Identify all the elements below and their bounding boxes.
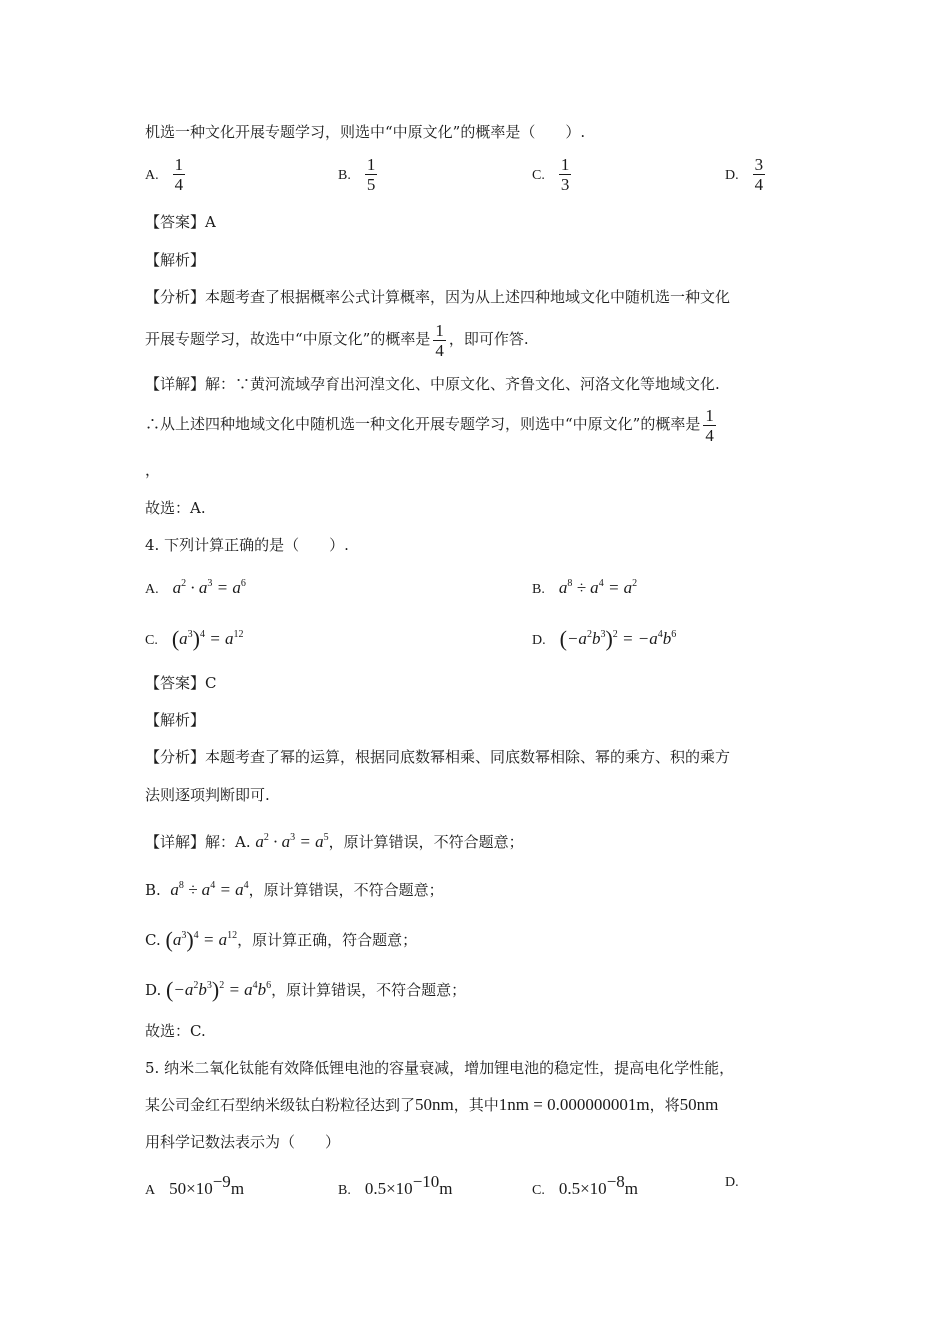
formula: $a^8 \div a^4 = a^2$ bbox=[558, 578, 638, 597]
q3-option-b: B. $\frac{1}{5}$ bbox=[338, 155, 376, 194]
q5-stem-2: 某公司金红石型纳米级钛白粉粒径达到了50nm，其中1nm = 0.000000001m，将50nm bbox=[145, 1095, 719, 1114]
q4-option-b: B. $a^8 \div a^4 = a^2$ bbox=[532, 578, 638, 597]
q3-option-d: D. $\frac{3}{4}$ bbox=[725, 155, 764, 194]
q5-option-a: A $50\times 10^{-9}m$ bbox=[145, 1172, 245, 1198]
q4-analysis-1: 【分析】本题考查了幂的运算，根据同底数幂相乘、同底数幂相除、幂的乘方、积的乘方 bbox=[145, 748, 731, 766]
q5-stem-3: 用科学记数法表示为（ ） bbox=[145, 1133, 341, 1151]
q4-option-c: C. $(a^3)^4 = a^{12}$ bbox=[145, 626, 244, 651]
q5-stem-1: 5. 纳米二氧化钛能有效降低锂电池的容量衰减，增加锂电池的稳定性，提高电化学性能， bbox=[145, 1059, 735, 1077]
q3-analysis-2: 开展专题学习，故选中“中原文化”的概率是 $\frac{1}{4}$ ，即可作答. bbox=[145, 320, 529, 360]
q3-choose: 故选：A. bbox=[145, 499, 206, 517]
q4-choose: 故选：C. bbox=[145, 1022, 206, 1040]
fraction: $\frac{1}{5}$ bbox=[366, 155, 376, 194]
formula: $a^2 \cdot a^3 = a^6$ bbox=[172, 578, 246, 597]
fraction: $\frac{3}{4}$ bbox=[754, 155, 764, 194]
q4-option-d: D. $(-a^2b^3)^2 = -a^4b^6$ bbox=[532, 626, 677, 651]
q4-detail-d: D. $(-a^2b^3)^2 = a^4b^6$，原计算错误，不符合题意； bbox=[145, 977, 467, 1002]
q4-analysis-2: 法则逐项判断即可. bbox=[145, 786, 270, 804]
q4-answer: 【答案】C bbox=[145, 674, 217, 692]
q3-detail-3: ， bbox=[145, 461, 161, 479]
fraction: $\frac{1}{3}$ bbox=[560, 155, 570, 194]
q3-option-a: A. $\frac{1}{4}$ bbox=[145, 155, 184, 194]
fraction: $\frac{1}{4}$ bbox=[174, 155, 184, 194]
formula: $(a^3)^4 = a^{12}$ bbox=[171, 626, 244, 651]
q3-detail-1: 【详解】解：∵黄河流域孕育出河湟文化、中原文化、齐鲁文化、河洛文化等地域文化. bbox=[145, 375, 720, 393]
formula: $(-a^2b^3)^2 = -a^4b^6$ bbox=[559, 626, 677, 651]
q3-answer: 【答案】A bbox=[145, 213, 216, 231]
q3-analysis-1: 【分析】本题考查了根据概率公式计算概率，因为从上述四种地域文化中随机选一种文化 bbox=[145, 288, 731, 306]
q5-option-b: B. $0.5\times 10^{-10}m$ bbox=[338, 1172, 453, 1198]
q4-jiexi: 【解析】 bbox=[145, 711, 206, 729]
q4-detail-b: B. $a^8 \div a^4 = a^4$，原计算错误，不符合题意； bbox=[145, 880, 444, 899]
q4-stem: 4. 下列计算正确的是（ ）. bbox=[145, 536, 349, 554]
fraction: $\frac{1}{4}$ bbox=[705, 405, 714, 445]
fraction: $\frac{1}{4}$ bbox=[435, 320, 444, 360]
q4-detail-a: 【详解】解：A. $a^2 \cdot a^3 = a^5$，原计算错误，不符合题意； bbox=[145, 832, 524, 851]
q3-detail-2: ∴从上述四种地域文化中随机选一种文化开展专题学习，则选中“中原文化”的概率是 $\frac{1}{4}$ bbox=[145, 405, 714, 445]
q3-option-c: C. $\frac{1}{3}$ bbox=[532, 155, 570, 194]
q5-option-c: C. $0.5\times 10^{-8}m$ bbox=[532, 1172, 639, 1198]
q3-stem-tail: 机选一种文化开展专题学习，则选中“中原文化”的概率是（ ）. bbox=[145, 123, 586, 141]
q3-jiexi: 【解析】 bbox=[145, 251, 206, 269]
q4-detail-c: C. $(a^3)^4 = a^{12}$，原计算正确，符合题意； bbox=[145, 927, 418, 952]
q5-option-d: D. bbox=[725, 1175, 739, 1190]
q4-option-a: A. $a^2 \cdot a^3 = a^6$ bbox=[145, 578, 246, 597]
